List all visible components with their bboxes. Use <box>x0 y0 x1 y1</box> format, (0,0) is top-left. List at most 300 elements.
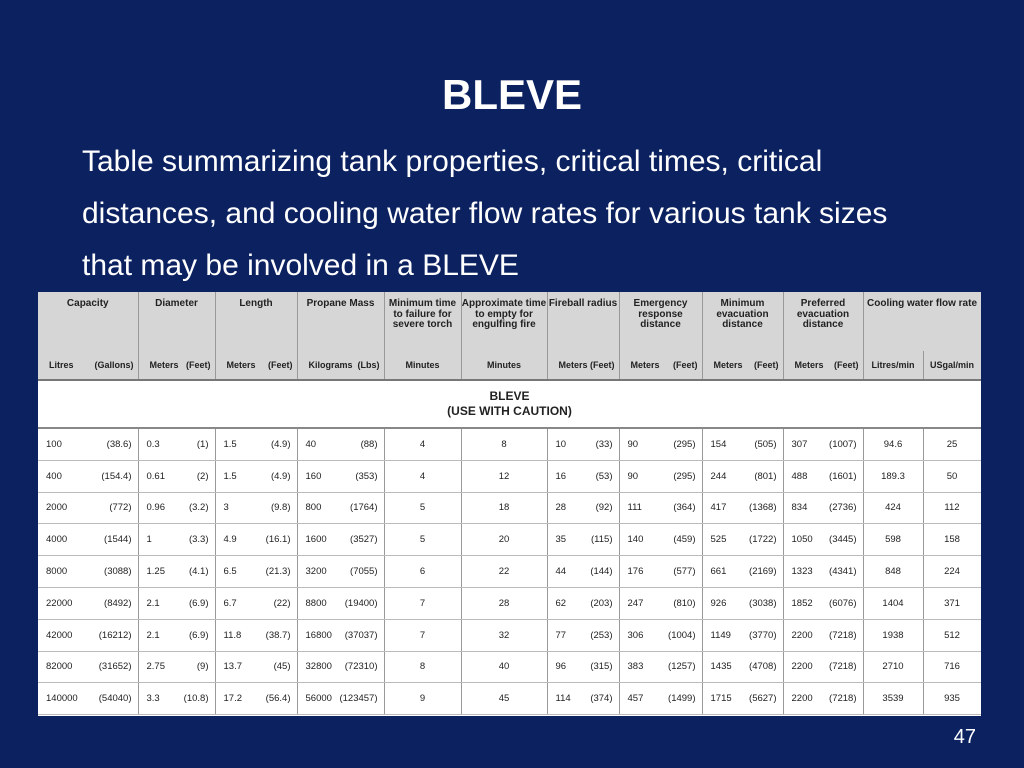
table-cell: 4 <box>384 428 461 460</box>
table-cell: 18 <box>461 492 547 524</box>
unit-header: Litres/min <box>863 351 923 380</box>
unit-header: Minutes <box>384 351 461 380</box>
unit-header: USgal/min <box>923 351 981 380</box>
table-cell <box>297 524 384 556</box>
table-cell <box>138 556 215 588</box>
column-group-header: Minimum time to failure for severe torch <box>384 292 461 351</box>
cell-imperial: (1004) <box>668 629 696 641</box>
table-cell <box>38 556 138 588</box>
cell-imperial: (1257) <box>668 661 696 673</box>
cell-metric: 1050 <box>791 534 813 546</box>
table-cell <box>783 492 863 524</box>
cell-metric: 1149 <box>710 629 731 641</box>
table-cell: 112 <box>923 492 981 524</box>
cell-metric: 17.2 <box>223 693 242 705</box>
cell-imperial: (772) <box>109 502 132 514</box>
cell-metric: 834 <box>791 502 808 514</box>
cell-imperial: (7055) <box>350 566 378 578</box>
table-cell: 935 <box>923 683 981 715</box>
unit-label: (Feet) <box>268 360 293 370</box>
table-cell <box>702 556 783 588</box>
cell-metric: 62 <box>555 597 567 609</box>
cell-imperial: (3445) <box>829 534 857 546</box>
unit-header <box>215 351 297 380</box>
table-cell <box>138 492 215 524</box>
table-cell: 1938 <box>863 619 923 651</box>
cell-imperial: (72310) <box>344 661 378 673</box>
table-cell <box>138 619 215 651</box>
unit-header <box>702 351 783 380</box>
table-cell: 50 <box>923 460 981 492</box>
table-cell <box>215 492 297 524</box>
cell-metric: 2.1 <box>146 629 160 641</box>
unit-label: (Feet) <box>673 360 698 370</box>
cell-metric: 306 <box>627 629 644 641</box>
table-cell: 371 <box>923 587 981 619</box>
cell-imperial: (6.9) <box>188 597 209 609</box>
table-cell <box>619 587 702 619</box>
cell-imperial: (315) <box>590 661 613 673</box>
table-cell <box>619 428 702 460</box>
cell-imperial: (4.9) <box>270 438 291 450</box>
cell-imperial: (4.1) <box>188 566 209 578</box>
cell-metric: 3.3 <box>146 693 160 705</box>
cell-metric: 44 <box>555 566 567 578</box>
table-cell <box>619 556 702 588</box>
table-cell: 158 <box>923 524 981 556</box>
unit-label: Meters <box>226 360 256 370</box>
table-cell <box>547 460 619 492</box>
cell-metric: 16800 <box>305 629 332 641</box>
table-cell <box>215 683 297 715</box>
cell-metric: 1.25 <box>146 566 165 578</box>
table-cell <box>547 619 619 651</box>
cell-metric: 11.8 <box>223 629 242 641</box>
table-cell: 848 <box>863 556 923 588</box>
cell-metric: 1852 <box>791 597 813 609</box>
cell-imperial: (88) <box>360 438 378 450</box>
table-cell <box>547 428 619 460</box>
table-cell: 2710 <box>863 651 923 683</box>
table-cell <box>38 587 138 619</box>
table-cell <box>702 683 783 715</box>
table-cell: 224 <box>923 556 981 588</box>
cell-imperial: (3527) <box>350 534 378 546</box>
table-cell <box>702 460 783 492</box>
cell-metric: 40 <box>305 438 317 450</box>
cell-imperial: (16212) <box>98 629 132 641</box>
column-group-header: Approximate time to empty for engulfing fire <box>461 292 547 351</box>
cell-imperial: (4341) <box>829 566 857 578</box>
group-header-row <box>38 292 981 351</box>
table-cell <box>297 651 384 683</box>
unit-header <box>38 351 138 380</box>
cell-imperial: (1601) <box>829 470 857 482</box>
cell-imperial: (1544) <box>104 534 132 546</box>
cell-imperial: (505) <box>754 438 777 450</box>
cell-metric: 154 <box>710 438 727 450</box>
unit-header: Minutes <box>461 351 547 380</box>
cell-imperial: (3770) <box>749 629 777 641</box>
cell-imperial: (9.8) <box>270 502 291 514</box>
cell-metric: 160 <box>305 470 322 482</box>
unit-label: (Feet) <box>834 360 859 370</box>
cell-metric: 1600 <box>305 534 327 546</box>
cell-metric: 400 <box>46 470 62 482</box>
cell-metric: 176 <box>627 566 644 578</box>
cell-imperial: (1722) <box>749 534 777 546</box>
cell-metric: 2.75 <box>146 661 165 673</box>
table-cell <box>138 587 215 619</box>
cell-imperial: (7218) <box>829 661 857 673</box>
cell-imperial: (6076) <box>829 597 857 609</box>
table-cell <box>297 619 384 651</box>
table-cell <box>783 587 863 619</box>
cell-metric: 56000 <box>305 693 332 705</box>
cell-imperial: (2736) <box>829 502 857 514</box>
table-cell <box>38 492 138 524</box>
table-row <box>38 651 981 683</box>
table-cell <box>215 619 297 651</box>
cell-metric: 457 <box>627 693 644 705</box>
cell-imperial: (459) <box>673 534 696 546</box>
table-cell <box>215 460 297 492</box>
cell-metric: 1 <box>146 534 152 546</box>
table-cell <box>783 524 863 556</box>
table-cell <box>702 651 783 683</box>
cell-metric: 1715 <box>710 693 732 705</box>
unit-header <box>138 351 215 380</box>
cell-imperial: (577) <box>673 566 696 578</box>
cell-imperial: (7218) <box>829 693 857 705</box>
cell-imperial: (4.9) <box>270 470 291 482</box>
table-cell: 8 <box>461 428 547 460</box>
cell-metric: 28 <box>555 502 567 514</box>
table-cell <box>547 651 619 683</box>
table-cell: 512 <box>923 619 981 651</box>
table-row <box>38 683 981 715</box>
table-cell <box>702 587 783 619</box>
cell-metric: 307 <box>791 438 808 450</box>
cell-metric: 4.9 <box>223 534 237 546</box>
table-cell <box>297 460 384 492</box>
table-cell: 598 <box>863 524 923 556</box>
cell-imperial: (22) <box>273 597 291 609</box>
table-cell <box>547 587 619 619</box>
cell-imperial: (16.1) <box>265 534 291 546</box>
cell-imperial: (3088) <box>104 566 132 578</box>
cell-metric: 247 <box>627 597 644 609</box>
table-row <box>38 587 981 619</box>
cell-metric: 8800 <box>305 597 327 609</box>
cell-imperial: (2169) <box>749 566 777 578</box>
table-cell <box>702 524 783 556</box>
cell-metric: 140 <box>627 534 644 546</box>
table-cell: 9 <box>384 683 461 715</box>
column-group-header: Length <box>215 292 297 351</box>
unit-header <box>783 351 863 380</box>
bleve-table <box>38 292 981 715</box>
table-cell <box>215 556 297 588</box>
table-row <box>38 460 981 492</box>
table-row <box>38 556 981 588</box>
table-cell <box>547 492 619 524</box>
cell-metric: 1.5 <box>223 438 237 450</box>
table-cell <box>297 683 384 715</box>
cell-imperial: (21.3) <box>265 566 291 578</box>
table-cell <box>297 492 384 524</box>
cell-metric: 140000 <box>46 693 78 705</box>
cell-metric: 383 <box>627 661 644 673</box>
table-cell <box>783 651 863 683</box>
cell-imperial: (353) <box>355 470 378 482</box>
cell-imperial: (33) <box>595 438 613 450</box>
table-cell <box>619 460 702 492</box>
cell-imperial: (5627) <box>749 693 777 705</box>
table-cell: 7 <box>384 587 461 619</box>
unit-header <box>547 351 619 380</box>
cell-metric: 2.1 <box>146 597 160 609</box>
cell-imperial: (53) <box>595 470 613 482</box>
table-cell <box>619 683 702 715</box>
table-cell: 12 <box>461 460 547 492</box>
cell-imperial: (37037) <box>344 629 378 641</box>
table-title <box>38 380 981 428</box>
slide-title: BLEVE <box>441 71 583 118</box>
cell-imperial: (38.6) <box>106 438 132 450</box>
cell-metric: 1.5 <box>223 470 237 482</box>
cell-metric: 2200 <box>791 629 813 641</box>
table-cell <box>619 524 702 556</box>
cell-imperial: (9) <box>196 661 209 673</box>
cell-metric: 3200 <box>305 566 327 578</box>
table-cell: 7 <box>384 619 461 651</box>
cell-metric: 2200 <box>791 693 813 705</box>
table-cell: 6 <box>384 556 461 588</box>
cell-metric: 488 <box>791 470 808 482</box>
unit-label: (Gallons) <box>94 360 134 370</box>
table-cell <box>138 460 215 492</box>
cell-imperial: (45) <box>273 661 291 673</box>
cell-imperial: (1499) <box>668 693 696 705</box>
column-group-header: Emergency response distance <box>619 292 702 351</box>
cell-metric: 96 <box>555 661 567 673</box>
table-cell <box>547 556 619 588</box>
cell-metric: 77 <box>555 629 567 641</box>
cell-imperial: (1764) <box>350 502 378 514</box>
table-title-line1: BLEVE <box>489 389 530 403</box>
table-body <box>38 428 981 715</box>
table-cell <box>702 428 783 460</box>
page-number: 47 <box>953 726 976 748</box>
cell-metric: 525 <box>710 534 727 546</box>
table-cell <box>783 619 863 651</box>
cell-metric: 6.5 <box>223 566 237 578</box>
unit-label: (Lbs) <box>357 360 380 370</box>
table-cell <box>297 587 384 619</box>
table-cell: 3539 <box>863 683 923 715</box>
table-cell: 5 <box>384 492 461 524</box>
unit-label: (Feet) <box>186 360 211 370</box>
cell-imperial: (56.4) <box>265 693 291 705</box>
cell-imperial: (810) <box>673 597 696 609</box>
cell-imperial: (7218) <box>829 629 857 641</box>
bleve-table-image <box>38 292 981 716</box>
cell-imperial: (10.8) <box>183 693 209 705</box>
cell-imperial: (154.4) <box>101 470 132 482</box>
cell-imperial: (1368) <box>749 502 777 514</box>
cell-metric: 42000 <box>46 629 73 641</box>
unit-label: Meters <box>630 360 660 370</box>
cell-imperial: (3038) <box>749 597 777 609</box>
cell-metric: 10 <box>555 438 567 450</box>
table-cell: 20 <box>461 524 547 556</box>
table-cell: 424 <box>863 492 923 524</box>
cell-metric: 111 <box>627 502 642 514</box>
cell-metric: 90 <box>627 470 639 482</box>
column-group-header: Capacity <box>38 292 138 351</box>
column-group-header: Minimum evacuation distance <box>702 292 783 351</box>
table-cell <box>38 619 138 651</box>
unit-label: (Feet) <box>754 360 779 370</box>
unit-label: Kilograms <box>308 360 353 370</box>
slide-description: Table summarizing tank properties, critical times, critical distances, and cooling water flow rates for various tank sizes that may be involved in a BLEVE <box>82 145 888 282</box>
table-cell <box>215 524 297 556</box>
table-cell: 22 <box>461 556 547 588</box>
table-cell <box>702 492 783 524</box>
cell-imperial: (38.7) <box>265 629 291 641</box>
table-cell <box>38 651 138 683</box>
cell-imperial: (3.3) <box>188 534 209 546</box>
cell-metric: 0.3 <box>146 438 160 450</box>
cell-imperial: (203) <box>590 597 613 609</box>
column-group-header: Propane Mass <box>297 292 384 351</box>
table-cell <box>783 556 863 588</box>
table-cell: 189.3 <box>863 460 923 492</box>
table-cell <box>297 428 384 460</box>
table-row <box>38 428 981 460</box>
cell-metric: 82000 <box>46 661 73 673</box>
cell-metric: 13.7 <box>223 661 242 673</box>
table-cell: 25 <box>923 428 981 460</box>
table-cell <box>38 460 138 492</box>
unit-label: (Feet) <box>590 360 615 370</box>
unit-label: Meters <box>713 360 743 370</box>
table-cell: 94.6 <box>863 428 923 460</box>
column-group-header: Diameter <box>138 292 215 351</box>
table-cell <box>215 428 297 460</box>
cell-imperial: (295) <box>673 470 696 482</box>
table-cell: 8 <box>384 651 461 683</box>
unit-label: Litres <box>49 360 74 370</box>
cell-metric: 926 <box>710 597 727 609</box>
table-cell: 45 <box>461 683 547 715</box>
cell-metric: 2200 <box>791 661 813 673</box>
table-cell: 1404 <box>863 587 923 619</box>
cell-imperial: (364) <box>673 502 696 514</box>
unit-header <box>619 351 702 380</box>
cell-imperial: (92) <box>595 502 613 514</box>
unit-label: Meters <box>794 360 824 370</box>
cell-metric: 4000 <box>46 534 68 546</box>
table-cell <box>702 619 783 651</box>
column-group-header: Preferred evacuation distance <box>783 292 863 351</box>
table-title-line2: (USE WITH CAUTION) <box>447 404 572 418</box>
cell-metric: 1435 <box>710 661 732 673</box>
table-cell <box>138 683 215 715</box>
cell-imperial: (31652) <box>98 661 132 673</box>
table-cell <box>38 683 138 715</box>
table-cell <box>138 651 215 683</box>
cell-metric: 1323 <box>791 566 813 578</box>
cell-metric: 417 <box>710 502 727 514</box>
table-cell <box>297 556 384 588</box>
unit-label: Meters <box>558 360 588 370</box>
table-cell <box>783 428 863 460</box>
unit-header-row <box>38 351 981 380</box>
cell-imperial: (6.9) <box>188 629 209 641</box>
table-cell <box>783 460 863 492</box>
cell-metric: 3 <box>223 502 229 514</box>
cell-imperial: (54040) <box>98 693 132 705</box>
cell-imperial: (2) <box>196 470 209 482</box>
table-cell <box>619 492 702 524</box>
table-row <box>38 619 981 651</box>
cell-metric: 32800 <box>305 661 332 673</box>
cell-metric: 100 <box>46 438 62 450</box>
cell-imperial: (144) <box>590 566 613 578</box>
table-cell <box>783 683 863 715</box>
cell-imperial: (8492) <box>104 597 132 609</box>
cell-metric: 800 <box>305 502 322 514</box>
unit-label: Meters <box>149 360 179 370</box>
cell-metric: 8000 <box>46 566 68 578</box>
cell-imperial: (1) <box>196 438 209 450</box>
cell-imperial: (19400) <box>344 597 378 609</box>
unit-header <box>297 351 384 380</box>
column-group-header: Fireball radius <box>547 292 619 351</box>
cell-metric: 2000 <box>46 502 68 514</box>
table-cell: 28 <box>461 587 547 619</box>
table-cell <box>547 524 619 556</box>
cell-imperial: (801) <box>754 470 777 482</box>
table-cell: 40 <box>461 651 547 683</box>
table-cell <box>38 524 138 556</box>
cell-metric: 244 <box>710 470 727 482</box>
table-cell <box>619 619 702 651</box>
table-cell <box>215 651 297 683</box>
table-cell <box>215 587 297 619</box>
cell-imperial: (1007) <box>829 438 857 450</box>
cell-metric: 661 <box>710 566 727 578</box>
table-cell: 32 <box>461 619 547 651</box>
table-row <box>38 524 981 556</box>
cell-imperial: (123457) <box>339 693 378 705</box>
table-cell <box>138 524 215 556</box>
cell-imperial: (295) <box>673 438 696 450</box>
table-cell <box>547 683 619 715</box>
column-group-header: Cooling water flow rate <box>863 292 981 351</box>
cell-metric: 0.61 <box>146 470 165 482</box>
table-cell: 5 <box>384 524 461 556</box>
cell-metric: 16 <box>555 470 567 482</box>
cell-metric: 114 <box>555 693 571 705</box>
table-cell: 4 <box>384 460 461 492</box>
cell-metric: 22000 <box>46 597 73 609</box>
cell-metric: 0.96 <box>146 502 165 514</box>
cell-imperial: (253) <box>590 629 613 641</box>
cell-imperial: (4708) <box>749 661 777 673</box>
